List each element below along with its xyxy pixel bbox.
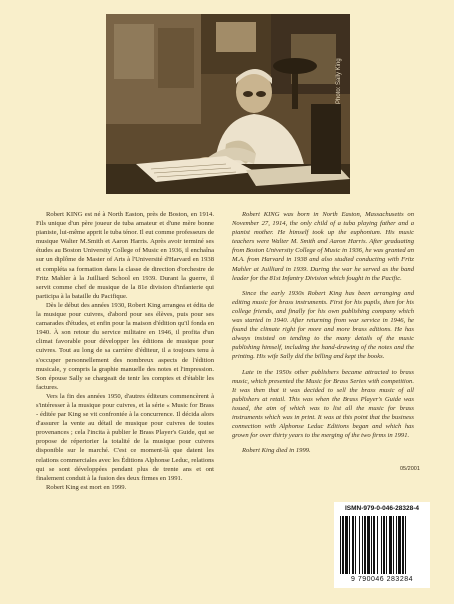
barcode-panel bbox=[334, 502, 430, 588]
french-paragraph-1: Robert KING est né à North Easton, près de Boston, en 1914. Fils unique d'un père joueur de tuba amateur et d'une mère bonne pianiste, lui-même apprit le tuba ténor. Il eut comme professeurs de musique Walter M.Smith et Aaron Harris. Après avoir terminé ses études au Boston University College of Music en 1936, il enchaîna sur un diplôme de Master of Arts à l'Université d'Harvard en 1938 et compléta sa formation dans la classe de direction d'orchestre de Fritz Mahler à la Juilliard School en 1939. Durant la guerre, il servit comme chef de musique de la 81e division d'infanterie qui participa à la bataille du Pacifique. bbox=[36, 211, 214, 300]
barcode-bars bbox=[340, 516, 424, 574]
english-paragraph-1: Robert KING was born in North Easton, Massachusetts on November 27, 1914, the only child of a tuba playing father and a pianist mother. He himself took up the euphonium. His music teachers were Walter M. Smith and Aaron Harris. After graduating from Boston University College of Music in 1936, he was granted an M.A. from Harvard in 1938 and also studied conducting with Fritz Mahler at Juilliard in 1939. During the war he served as the band leader for the 81st Infantry Division which fought in the Pacific. bbox=[232, 211, 414, 282]
french-paragraph-2: Dès le début des années 1930, Robert King arrangea et édita de la musique pour cuivres, d'abord pour ses élèves, puis pour ses camarades d'études, et enfin pour la maison d'édition qu'il fonda en 1940. À son retour du service militaire en 1946, il profita d'un climat favorable pour développer les éditions de musique pour cuivres. Tout au long de sa carrière d'éditeur, il a toujours tenu à s'occuper personnellement des nombreux aspects de l'édition musicale, y compris la graphie manuelle des notes et l'impression. Son épouse Sally se chargeait de tenir les comptes et d'établir les factures. bbox=[36, 301, 214, 391]
english-paragraph-3: Late in the 1950s other publishers became attracted to brass music, which presented the Music for Brass Series with competition. It was then that it was decided to sell the brass music of all publishers at retail. This was when the Brass Player's Guide was issued, the aim of which was to list all the music for brass instruments which was in print. It was at this point that the business connection with Alphonse Leduc Editions began and which has grown for over thirty years to the merging of the two firms in 1991. bbox=[232, 368, 414, 440]
english-paragraph-2: Since the early 1930s Robert King has been arranging and editing music for brass instruments. First for his pupils, then for his college friends, and finally for his own publishing company which was started in 1940. After returning from war service in 1946, he found the climate right for more and more brass editions. He has always insisted on tending to the many details of the music publishing himself, including the hand-drawing of the notes and the printing. His wife Sally did the billing and kept the books. bbox=[232, 289, 414, 361]
english-text-column bbox=[232, 210, 414, 461]
ismn-label: ISMN-979-0-046-28328-4 bbox=[344, 505, 420, 512]
photo-image bbox=[106, 14, 350, 194]
french-text-column bbox=[36, 210, 214, 492]
english-paragraph-4: Robert King died in 1999. bbox=[242, 447, 311, 455]
barcode-number: 9 790046 283284 bbox=[351, 576, 413, 583]
photo-credit: Photo: Sally King bbox=[336, 58, 342, 104]
french-paragraph-3: Vers la fin des années 1950, d'autres éditeurs commencèrent à s'intéresser à la musique pour cuivres, et la série « Music for Brass - éditée par King se vit confrontée à la concurrence. Il décida alors d'assurer la vente au détail de musique pour cuivres de toutes provenances ; cela l'incita à publier le Brass Player's Guide, qui se propose de répertorier la totalité de la musique pour cuivres disponible sur le marché. C'est ce moment-là que datent les relations commerciales avec les Éditions Alphonse Leduc, relations qui se sont développées pendant plus de trente ans et ont finalement conduit à la fusion des deux firmes en 1991. bbox=[36, 392, 214, 482]
portrait-photo bbox=[106, 14, 350, 194]
print-code: 05/2001 bbox=[400, 466, 420, 472]
french-paragraph-4: Robert King est mort en 1999. bbox=[46, 483, 127, 491]
